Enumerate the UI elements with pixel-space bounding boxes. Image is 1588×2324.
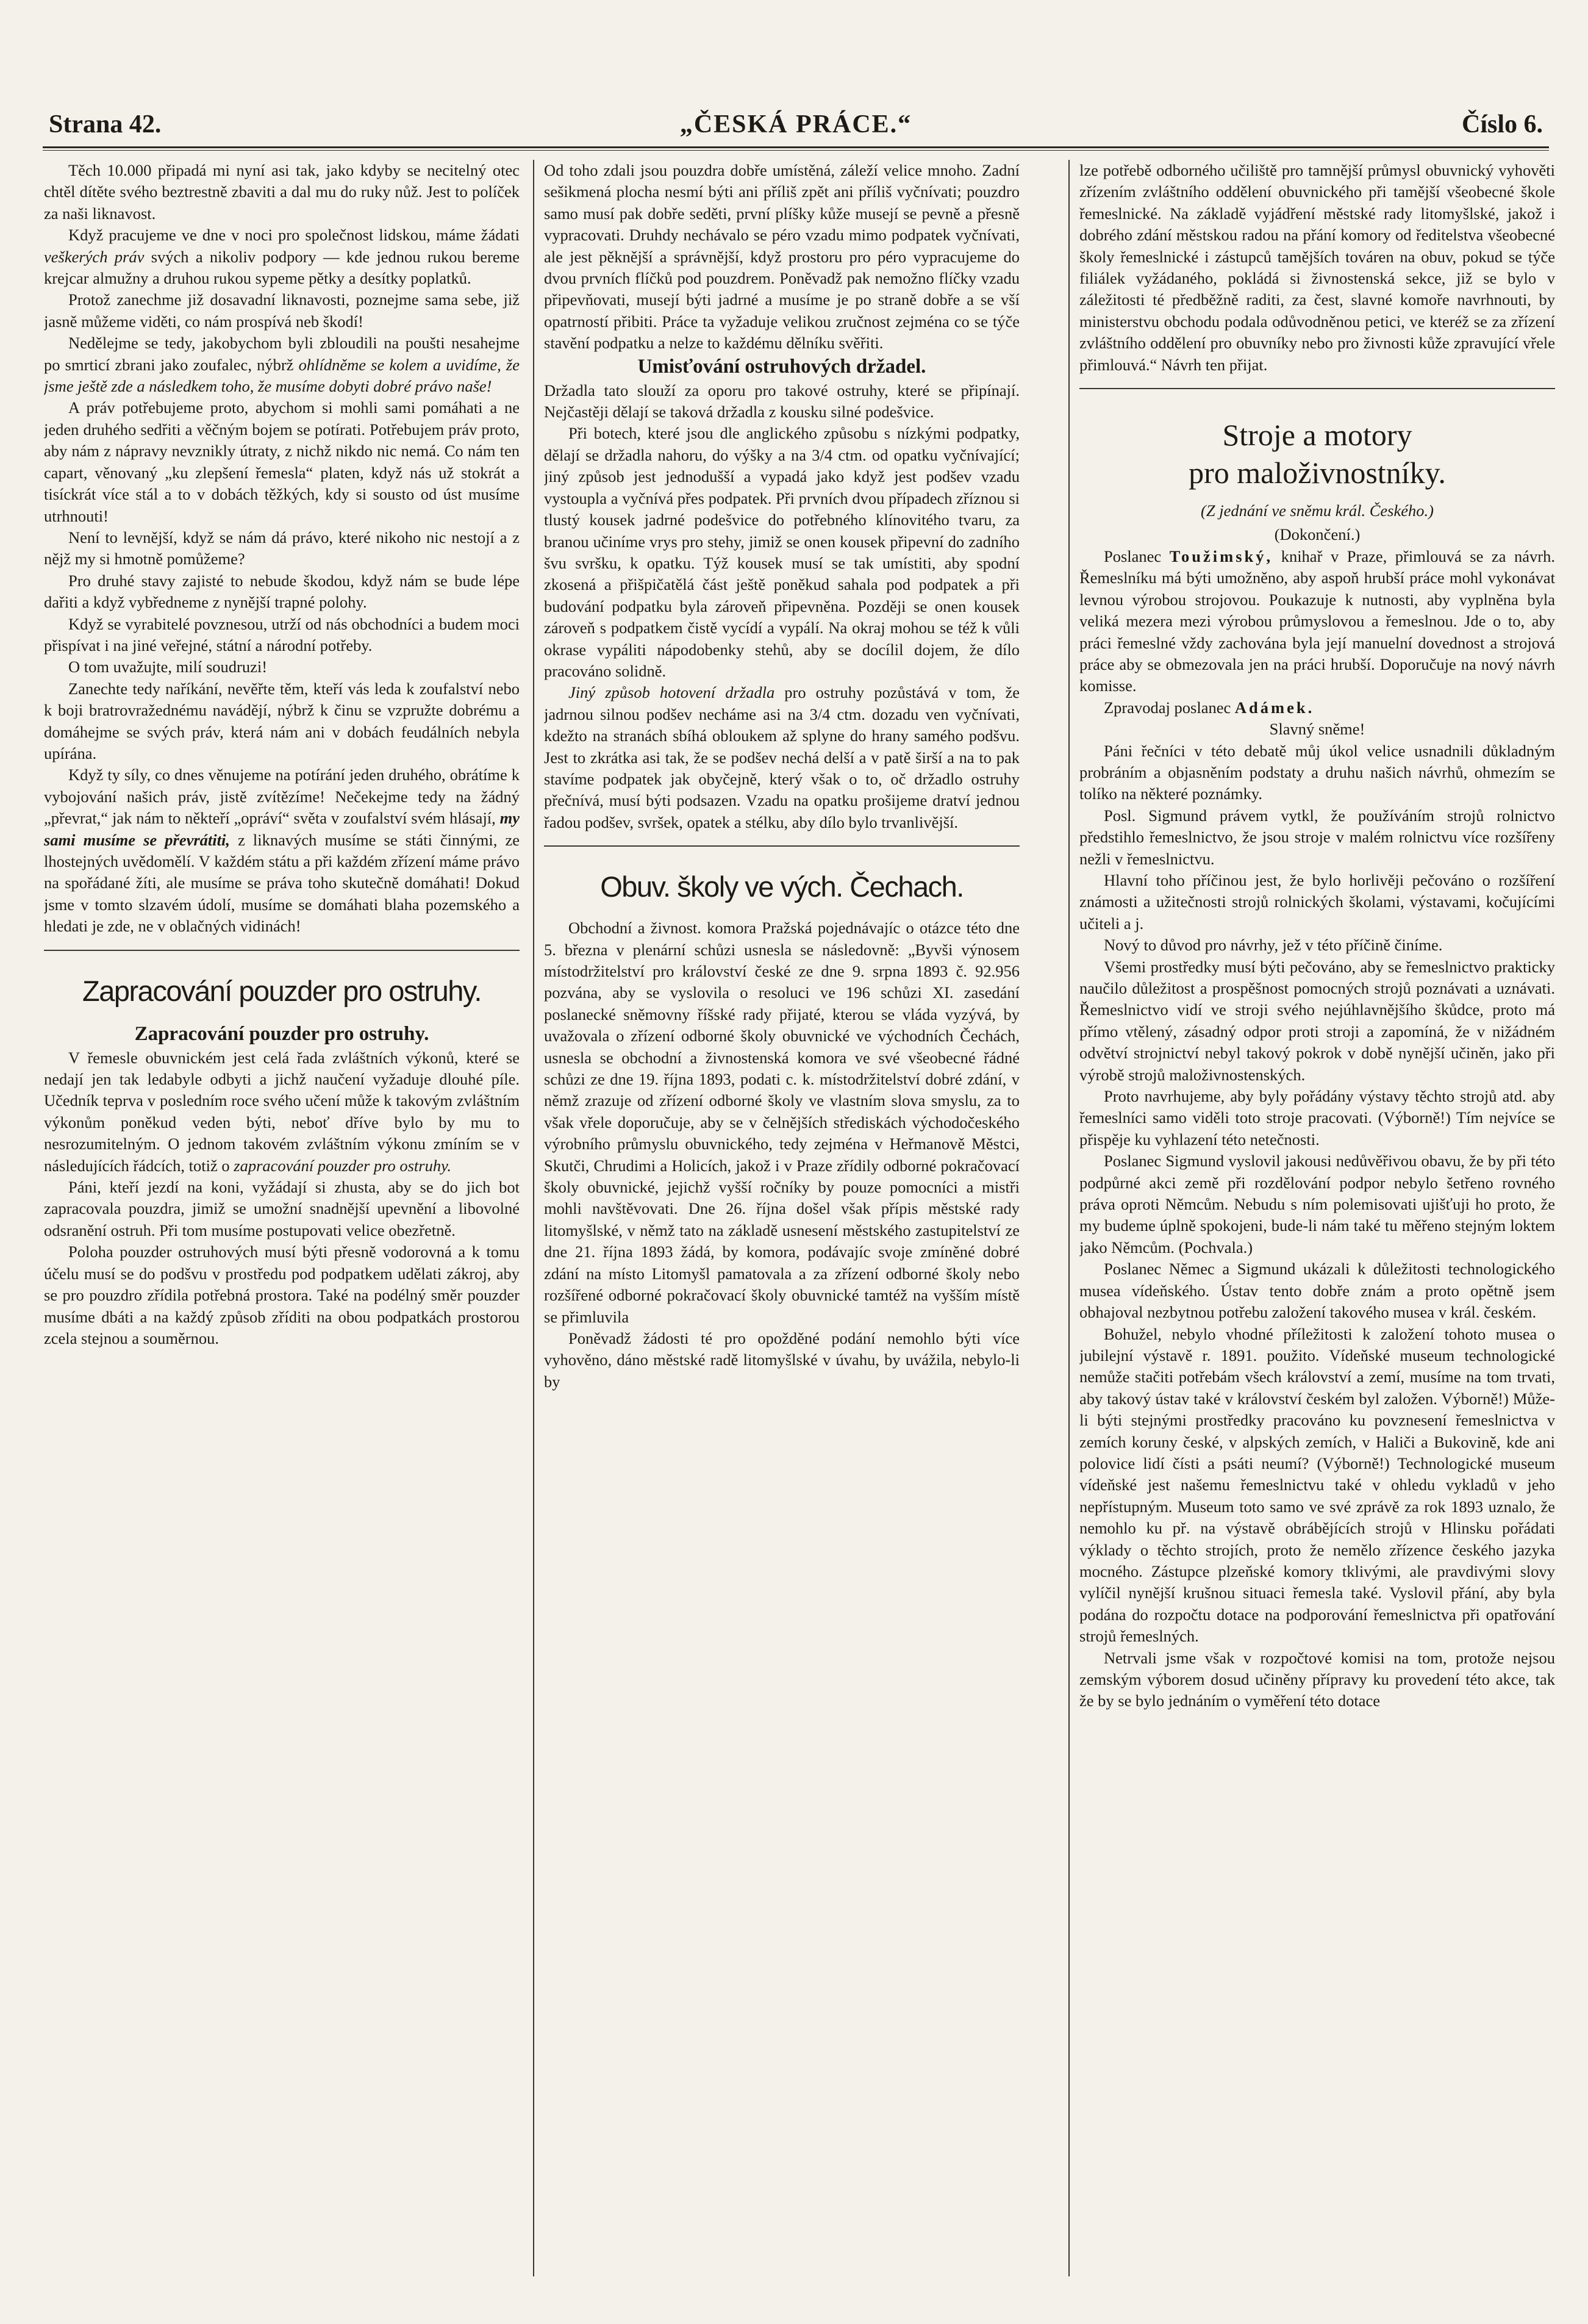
paragraph: Když pracujeme ve dne v noci pro společnost lidskou, máme žádati veškerých práv svých a nikoliv podpory — kde jednou rukou bereme krejcar almužny a druhou rukou sypeme pětky a desítky poplatků. <box>44 226 520 288</box>
continuation-note: (Dokončení.) <box>1274 525 1361 544</box>
heading-line-2: pro maloživnostníky. <box>1189 456 1446 490</box>
column-3 <box>1079 160 1555 2283</box>
paragraph: V řemesle obuvnickém jest celá řada zvláštních výkonů, které se nedají jen tak ledabyle odbyti a jichž naučení vyžaduje dlouhé píle. Učedník teprva v posledním roce svého učení může k takovým zvláštním výkonům poněkud veden býti, neboť dříve bylo by mu to nesrozumitelným. O jednom takovém zvláštním výkonu zmíním se v následujících řádcích, totiž o zapracování pouzder pro ostruhy. <box>44 1048 520 1175</box>
paragraph: Od toho zdali jsou pouzdra dobře umístěná, záleží velice mnoho. Zadní sešikmená plocha nesmí býti ani příliš zpět ani příliš vyčnívati; pouzdro samo musí pak dobře seděti, první plíšky kůže musejí se pevně a přesně vypracovati. Druhdy nechávalo se péro vzadu mimo podpatek vyčnívati, ale jest pěknější a správnější, když prostoru pro péro vypracujeme do dvou prvních flíčků pod pouzdrem. Poněvadž pak nemožno flíčky vzadu připevňovati, musejí býti jadrné a musíme je po straně dobře a se vší opatrností přibiti. Práce ta vyžaduje velikou zručnost zejména co se týče stavění podpatku a nelze to každému dělníku svěřiti. <box>544 161 1020 353</box>
salutation: Slavný sněme! <box>1269 720 1365 739</box>
article-heading <box>1079 416 1555 492</box>
paragraph: Poslanec Sigmund vyslovil jakousi nedůvěřivou obavu, že by při této podpůrné akci země při rozdělování podpor nebylo šetřeno rovného práva oproti Němcům. Nebudu s ním polemisovati ujišťuji ho proto, že my budeme úplně spokojeni, bude-li nám také tu měřeno stejným loktem jako Němcům. (Pochvala.) <box>1079 1152 1555 1257</box>
paragraph: Všemi prostředky musí býti pečováno, aby se řemeslnictvo prakticky naučilo důležitost a prospěšnost pomocných strojů poznávati a uznávati. Řemeslnictvo vidí ve stroji svého nejúhlavnějšího škůdce, proto má přímo vtělený, zásadný odpor proti stroji a zapomíná, že v nižádném odvětví strojnictví nebyl takový pokrok v době nynější učiněn, jako při výrobě strojů maloživnostenských. <box>1079 957 1555 1084</box>
masthead-title: „ČESKÁ PRÁCE.“ <box>679 110 912 138</box>
paragraph: Jiný způsob hotovení držadla pro ostruhy pozůstává v tom, že jadrnou silnou podšev necháme asi na 3/4 ctm. dozadu ven vyčnívati, kdežto na stranách sbíhá obloukem až splyne do hrany samého podšvu. Jest to zkrátka asi tak, že se podšev nechá delší a v patě širší a na to pak stavíme podpatek jak obyčejně, který však o to, oč držadlo ostruhy přečnívá, musí býti podsazen. Vzadu na opatku prošijeme dratví jednou řadou podšev, svršek, opatek a stélku, aby dílo bylo trvanlivější. <box>544 683 1020 831</box>
column-1 <box>44 160 520 2283</box>
paragraph: Bohužel, nebylo vhodné příležitosti k založení tohoto musea o jubilejní výstavě r. 1891. použito. Vídeňské museum technologické nemůže stačiti potřebám všech království a zemí, musíme na tom trvati, aby takový ústav také v království českém byl založen. Výborně!) Může-li býti stejnými prostředky pracováno ku povznesení řemeslnictva v zemích koruny české, v alpských zemích, v Haliči a Bukovině, kde ani polovice lidí čísti a psáti neumí? (Výborně!) Technologické museum vídeňské jest našemu řemeslnictvu také v ohledu vykladů v jeho nepřístupným. Museum toto samo ve své zprávě za rok 1893 uznalo, že nemohlo ku př. na výstavě obrábějících strojů v Hlinsku pořádati výklady o těchto strojích, proto že nemělo zřízence českého jazyka mocného. Zástupce plzeňské komory tklivými, ale pravdivými slovy vylíčil nynější krušnou situaci řemesla také. Vyslovil přání, aby byla podána do rozpočtu dotace na podporování řemeslnictva při opatřování strojů řemeslných. <box>1079 1324 1555 1646</box>
paragraph: Poloha pouzder ostruhových musí býti přesně vodorovná a k tomu účelu musí se do podšvu v prostředu pod podpatkem udělati zákroj, aby se pro pouzdro zřídila potřebná prostora. Také na podélný směr pouzder musíme dbáti a na každý způsob zříditi na obou podpatkách prostorou zcela stejnou a souměrnou. <box>44 1243 520 1347</box>
paragraph: Při botech, které jsou dle anglického způsobu s nízkými podpatky, dělají se držadla nahoru, do výšky a na 3/4 ctm. od opatku vyčnívající; jiný způsob jest jednodušší a vypadá jako když jest podšev vzadu vystoupla a vyčnívá přes podpatek. Při prvních dvou případech zříznou si tlustý kousek jadrné podešvice do potřebného klínovitého tvaru, za branou učiníme vrys pro stehy, jimiž se onen kousek připevní do zadního švu svršku, k opatku. Týž kousek musí se tak umístiti, aby spodní zkosená a přišpičatělá část ještě poněkud sahala pod podpatek a při budování podpatku byla zároveň připevněna. Později se onen kousek zároveň s podpatkem čistě vycídí a vypálí. Na okraj mohou se též k vůli okrase vypáliti nápodobenky stehů, aby se docílil dojem, že dílo pracováno solidně. <box>544 424 1020 680</box>
article-heading: Obuv. školy ve vých. Čechach. <box>600 870 964 903</box>
paragraph: Páni, kteří jezdí na koni, vyžádají si zhusta, aby se do jich bot zapracovala pouzdra, jimiž se umožní snadnější upevnění a libovolné odsranění ostruh. Při tom musíme postupovati velice obezřetně. <box>44 1178 520 1239</box>
paragraph: Držadla tato slouží za oporu pro takové ostruhy, které se připínají. Nejčastěji dělají se taková držadla z kousku silné podešvice. <box>544 381 1020 421</box>
paragraph: Těch 10.000 připadá mi nyní asi tak, jako kdyby se necitelný otec chtěl dítěte svého beztrestně zbaviti a dal mu do ruky nůž. Jest to políček za naši liknavost. <box>44 161 520 223</box>
section-subheading: Umisťování ostruhových držadel. <box>637 355 926 378</box>
column-divider-1 <box>533 160 534 2276</box>
paragraph: Poslanec Němec a Sigmund ukázali k důležitosti technologického musea vídeňského. Ústav tento dobře znám a proto opětně jsem obhajoval nezbytnou potřebu založení takového musea v král. českém. <box>1079 1260 1555 1322</box>
paragraph: Zpravodaj poslanec Adámek. <box>1104 698 1315 717</box>
paragraph: Není to levnější, když se nám dá právo, které nikoho nic nestojí a z nějž my si hmotně pomůžeme? <box>44 528 520 568</box>
paragraph: Nový to důvod pro návrhy, jež v této příčině činíme. <box>1104 936 1443 955</box>
paragraph: Posl. Sigmund právem vytkl, že používáním strojů rolnictvo předstihlo řemeslnictvo, že jsou stroje v malém rolnictvu více rozšířeny nežli v řemeslnictvu. <box>1079 806 1555 868</box>
paragraph: Když ty síly, co dnes věnujeme na potírání jeden druhého, obrátíme k vybojování našich práv, jistě zvítězíme! Nečekejme tedy na žádný „převrat,“ jak nám to někteří „opráví“ světa v zoufalství svém hlásají, my sami musíme se převrátiti, z liknavých musíme se státi činnými, ze lhostejných uvědomělí. V každém státu a při každém zřízení máme právo na spořádané žíti, ale musíme se práva toho skutečně domáhati! Dokud jsme v tomto slzavém údolí, musíme se domáhati blaha pozemského a hledati je zde, ne v oblačných vidinách! <box>44 766 520 936</box>
section-divider <box>544 845 1020 847</box>
header-rule-thin <box>43 150 1549 151</box>
paragraph: Hlavní toho příčinou jest, že bylo horlivěji pečováno o rozšíření známosti a užitečnosti strojů rolnických školami, výstavami, kočujícími učiteli a j. <box>1079 870 1555 933</box>
paragraph: A práv potřebujeme proto, abychom si mohli sami pomáhati a ne jeden druhého sedřiti a věčným bojem se potírati. Potřebujem práv proto, aby nám z nápravy nevznikly útraty, z nichž nikdo nic nemá. Co nám ten capart, věnovaný „ku zlepšení řemesla“ platen, když nás už stokrát a tisíckrát více stál a to v dobách těžkých, kdy si sousto od úst musíme utrhnouti! <box>44 398 520 525</box>
paragraph: Proto navrhujeme, aby byly pořádány výstavy těchto strojů atd. aby řemeslníci samo viděli toto stroje pracovati. (Výborně!) Tím nejvíce se přispěje ku vyhlazení této netečnosti. <box>1079 1087 1555 1149</box>
page-number: Strana 42. <box>49 110 162 138</box>
paragraph: lze potřebě odborného učiliště pro tamnější průmysl obuvnický vyhověti zřízením zvláštního oddělení obuvnického při tamější všeobecné škole řemeslnické. Na základě vyjádření městské rady litomyšlské, jakož i dobrého zdání městskou radou na přání komory od ředitelstva všeobecné školy řemeslnické i zástupců tamějších továren na obuv, pokud se týče filiálek vyžádaného, pokládá si živnostenská sekce, již se bylo v záležitosti té předběžně raditi, za čest, slavné komoře navrhnouti, by ministerstvu obchodu podala odůvodněnou petici, ve kteréž se za zřízení zvláštního oddělení pro obuvníky nebo pro živnosti kůže zpravující vřele přimlouvá.“ Návrh ten přijat. <box>1079 161 1555 374</box>
paragraph: Obchodní a živnost. komora Pražská pojednávajíc o otázce této dne 5. března v plenární schůzi usnesla se následovně: „Byvši výnosem místodržitelství pro království české ze dne 9. srpna 1893 č. 92.956 pozvána, aby se vyslovila o resoluci ve 196 schůzi XI. zasedání poslanecké sněmovny říšské rady přijaté, kterou se vláda vyzývá, by uvažovala o zřízení odborné školy obuvnické ve východních Čechách, usnesla se obchodní a živnostenská komora ve své všeobecné řádné schůzi ze dne 19. října 1893, podati c. k. místodržitelství dobré zdání, v němž zrazuje od zřízení odborné školy ve vlastním slova smyslu, za to však vřele doporučuje, aby se v čelnějších střediskách východočeského výrobního průmyslu obuvnického, tedy zejména v Heřmanově Městci, Skutči, Chrudimi a Holicích, jakož i v Praze zřídily odborné pokračovací školy obuvnické, jejichž vyšší ročníky by pouze pomocníci a mistři mohli navštěvovati. Dne 26. října došel však přípis městské rady litomyšlské, v němž tato na základě usnesení městského zastupitelství ze dne 21. října 1893 žádá, by komora, podávajíc svoje zmíněné dobré zdání na místo Litomyšl pamatovala a za zřízení odborné školy nebo rozšířené odborné pokračovací školy obuvnické tamtéž na vyšším místě se přimluvila <box>544 919 1020 1326</box>
paragraph: Poněvadž žádosti té pro opožděné podání nemohlo býti více vyhověno, dáno městské radě litomyšlské v úvahu, by uvážila, nebylo-li by <box>544 1329 1020 1391</box>
source-note: (Z jednání ve sněmu král. Českého.) <box>1201 501 1434 520</box>
header-rule <box>43 146 1549 148</box>
paragraph: Když se vyrabitelé povznesou, utrží od nás obchodníci a budem moci přispívat i na jiné veřejné, státní a národní potřeby. <box>44 614 520 655</box>
paragraph: Zanechte tedy naříkání, nevěřte těm, kteří vás leda k zoufalství nebo k boji bratrovražednému navádějí, nýbrž k činu se vzpružte dobrému a domáhejme se svých práv, která nám ani v dobách feudálních nebyla upírána. <box>44 679 520 762</box>
paragraph: Nedělejme se tedy, jakobychom byli zbloudili na poušti nesahejme po smrticí zbrani jako zoufalec, nýbrž ohlídněme se kolem a uvidíme, že jsme ještě zde a následkem toho, že musíme dobyti dobré právo naše! <box>44 334 520 396</box>
paragraph: Poslanec Toužimský, knihař v Praze, přimlouvá se za návrh. Řemeslníku má býti umožněno, aby aspoň hrubší práce mohl vykonávat levnou výrobou strojovou. Poukazuje k nutnosti, aby vyplněna byla veliká mezera mezi výrobou průmyslovou a řemeslnou. Jde o to, aby práci řemeslné vždy zachována byla její manuelní dovednost a strojová práce aby se obmezovala jen na práci hrubší. Doporučuje na nový návrh komisse. <box>1079 547 1555 695</box>
section-divider <box>1079 388 1555 389</box>
paragraph: Netrvali jsme však v rozpočtové komisi na tom, protože nejsou zemským výborem dosud učiněny přípravy ku provedení této akce, tak že by se bylo jednáním o vyměření této dotace <box>1079 1648 1555 1710</box>
section-divider <box>44 950 520 951</box>
column-2 <box>544 160 1020 2283</box>
paragraph: O tom uvažujte, milí soudruzi! <box>68 658 268 676</box>
article-heading: Zapracování pouzder pro ostruhy. <box>82 974 481 1007</box>
page-header <box>43 104 1549 149</box>
column-divider-2 <box>1068 160 1070 2276</box>
article-subheading: Zapracování pouzder pro ostruhy. <box>134 1022 429 1045</box>
issue-number: Číslo 6. <box>1461 110 1543 138</box>
heading-line-1: Stroje a motory <box>1222 418 1412 453</box>
paragraph: Pro druhé stavy zajisté to nebude škodou, když nám se bude lépe dařiti a když vybředneme z nynější trapné polohy. <box>44 571 520 612</box>
paragraph: Páni řečníci v této debatě můj úkol velice usnadnili důkladným probráním a objasněním podstaty a druhu našich návrhů, ohmezím se tolíko na některé poznámky. <box>1079 741 1555 803</box>
paragraph: Protož zanechme již dosavadní liknavosti, poznejme sama sebe, již jasně můžeme viděti, co nám prospívá neb škodí! <box>44 290 520 331</box>
